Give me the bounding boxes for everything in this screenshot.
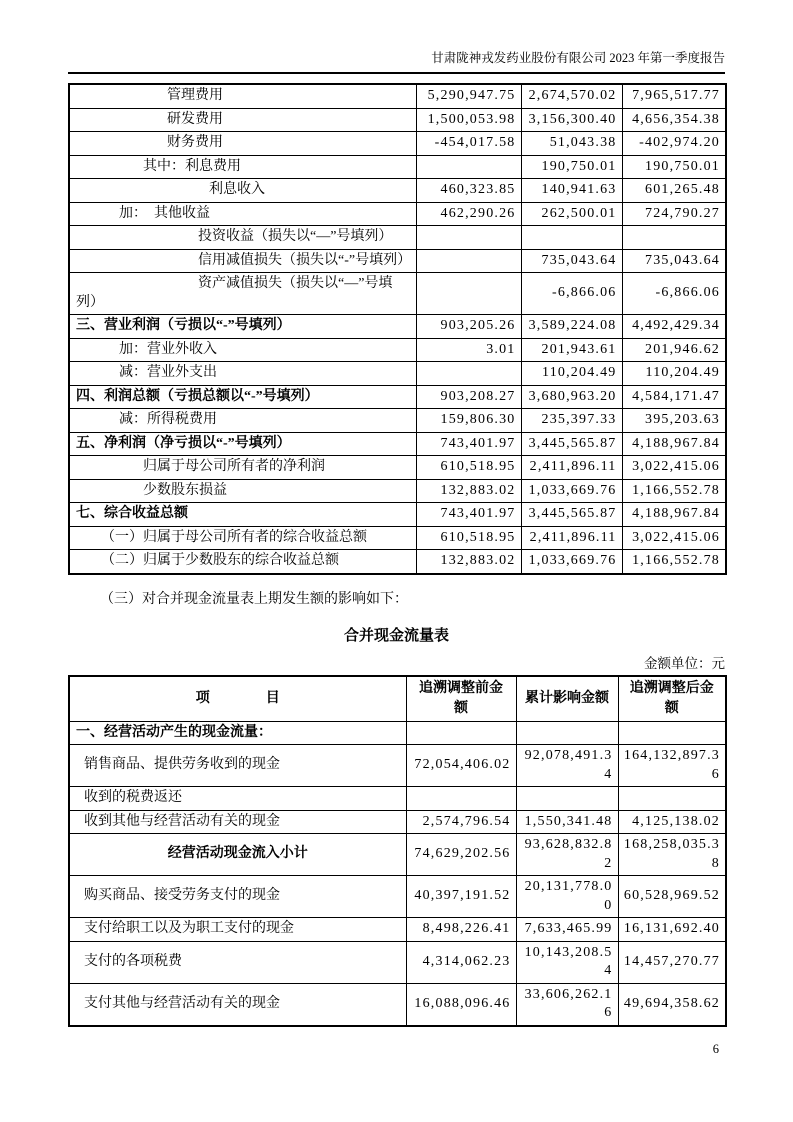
column-header-row xyxy=(69,676,726,722)
table-row xyxy=(69,941,726,983)
amount-cell: 14,457,270.77 xyxy=(618,941,726,983)
column-header-post-adjustment: 追溯调整后金额 xyxy=(618,676,726,722)
row-label: 收到其他与经营活动有关的现金 xyxy=(69,810,406,834)
amount-cell: 7,965,517.77 xyxy=(622,84,726,108)
column-header-item: 项 目 xyxy=(69,676,406,722)
amount-cell xyxy=(416,226,521,250)
amount-cell xyxy=(406,721,516,745)
row-label: 资产减值损失（损失以“—”号填列） xyxy=(69,273,416,315)
amount-cell: 4,492,429.34 xyxy=(622,315,726,339)
cash-flow-table-title: 合并现金流量表 xyxy=(343,627,449,644)
amount-cell: 1,166,552.78 xyxy=(622,479,726,503)
amount-cell xyxy=(416,155,521,179)
amount-unit-label: 金额单位：元 xyxy=(644,655,725,671)
amount-cell: 735,043.64 xyxy=(521,249,622,273)
amount-cell: 724,790.27 xyxy=(622,202,726,226)
row-label: 收到的税费返还 xyxy=(69,787,406,811)
amount-cell: 3,156,300.40 xyxy=(521,108,622,132)
row-label: 三、营业利润（亏损以“-”号填列） xyxy=(69,315,416,339)
table-row xyxy=(69,108,726,132)
amount-cell: 110,204.49 xyxy=(521,362,622,386)
amount-cell: 4,188,967.84 xyxy=(622,432,726,456)
row-label: 五、净利润（净亏损以“-”号填列） xyxy=(69,432,416,456)
amount-cell xyxy=(416,362,521,386)
amount-cell xyxy=(416,249,521,273)
amount-cell: 16,131,692.40 xyxy=(618,918,726,942)
row-label: 财务费用 xyxy=(69,132,416,156)
amount-cell: 4,188,967.84 xyxy=(622,503,726,527)
amount-cell: 3,022,415.06 xyxy=(622,526,726,550)
amount-cell: 2,574,796.54 xyxy=(406,810,516,834)
amount-cell: 3,445,565.87 xyxy=(521,503,622,527)
amount-cell: 601,265.48 xyxy=(622,179,726,203)
table-row xyxy=(69,503,726,527)
amount-cell: 7,633,465.99 xyxy=(516,918,618,942)
column-header-cumulative-impact: 累计影响金额 xyxy=(516,676,618,722)
row-label: 支付给职工以及为职工支付的现金 xyxy=(69,918,406,942)
amount-cell: 235,397.33 xyxy=(521,409,622,433)
report-header xyxy=(68,0,725,74)
table-row xyxy=(69,315,726,339)
amount-cell: 395,203.63 xyxy=(622,409,726,433)
amount-cell: 1,166,552.78 xyxy=(622,550,726,574)
amount-cell: -454,017.58 xyxy=(416,132,521,156)
amount-cell: 3,680,963.20 xyxy=(521,385,622,409)
amount-cell: 72,054,406.02 xyxy=(406,745,516,787)
amount-cell: 735,043.64 xyxy=(622,249,726,273)
amount-cell: -402,974.20 xyxy=(622,132,726,156)
amount-cell: 201,946.62 xyxy=(622,338,726,362)
amount-cell: 3,022,415.06 xyxy=(622,456,726,480)
table-row xyxy=(69,983,726,1026)
table-row xyxy=(69,721,726,745)
row-label: 少数股东损益 xyxy=(69,479,416,503)
row-label: 七、综合收益总额 xyxy=(69,503,416,527)
table-row xyxy=(69,249,726,273)
amount-cell: 132,883.02 xyxy=(416,550,521,574)
amount-cell xyxy=(516,721,618,745)
amount-cell: 743,401.97 xyxy=(416,432,521,456)
amount-cell: -6,866.06 xyxy=(622,273,726,315)
row-label: 经营活动现金流入小计 xyxy=(69,834,406,876)
table-row xyxy=(69,479,726,503)
income-statement-table xyxy=(68,83,727,575)
table-row xyxy=(69,362,726,386)
amount-cell: 1,550,341.48 xyxy=(516,810,618,834)
table-row xyxy=(69,876,726,918)
table-row xyxy=(69,338,726,362)
table-row xyxy=(69,409,726,433)
table-row xyxy=(69,132,726,156)
row-label: 归属于母公司所有者的净利润 xyxy=(69,456,416,480)
table-row xyxy=(69,787,726,811)
row-label: 加： 其他收益 xyxy=(69,202,416,226)
amount-cell: 132,883.02 xyxy=(416,479,521,503)
amount-cell: 2,674,570.02 xyxy=(521,84,622,108)
amount-cell: 110,204.49 xyxy=(622,362,726,386)
table-row xyxy=(69,432,726,456)
amount-cell: 168,258,035.38 xyxy=(618,834,726,876)
amount-cell: 610,518.95 xyxy=(416,526,521,550)
amount-cell: 93,628,832.82 xyxy=(516,834,618,876)
amount-cell: 201,943.61 xyxy=(521,338,622,362)
amount-cell: 1,033,669.76 xyxy=(521,479,622,503)
table-row xyxy=(69,834,726,876)
amount-cell xyxy=(622,226,726,250)
amount-cell: 8,498,226.41 xyxy=(406,918,516,942)
table-row xyxy=(69,179,726,203)
amount-cell: 40,397,191.52 xyxy=(406,876,516,918)
amount-cell: 903,208.27 xyxy=(416,385,521,409)
amount-cell: 1,500,053.98 xyxy=(416,108,521,132)
table-row xyxy=(69,526,726,550)
table-row xyxy=(69,745,726,787)
table-row xyxy=(69,273,726,315)
amount-cell xyxy=(521,226,622,250)
section-note: （三）对合并现金流量表上期发生额的影响如下： xyxy=(100,591,408,607)
income-statement-rows xyxy=(69,84,726,574)
cash-flow-table xyxy=(68,675,727,1027)
amount-cell: 60,528,969.52 xyxy=(618,876,726,918)
row-label: 减：营业外支出 xyxy=(69,362,416,386)
amount-cell: 3,589,224.08 xyxy=(521,315,622,339)
amount-cell xyxy=(416,273,521,315)
amount-cell xyxy=(516,787,618,811)
table-row xyxy=(69,84,726,108)
table-row xyxy=(69,155,726,179)
table-row xyxy=(69,226,726,250)
row-label: 利息收入 xyxy=(69,179,416,203)
amount-cell: 262,500.01 xyxy=(521,202,622,226)
amount-cell: 4,656,354.38 xyxy=(622,108,726,132)
row-label: （二）归属于少数股东的综合收益总额 xyxy=(69,550,416,574)
row-label: 减：所得税费用 xyxy=(69,409,416,433)
amount-cell: 3,445,565.87 xyxy=(521,432,622,456)
table-row xyxy=(69,202,726,226)
amount-cell: 3.01 xyxy=(416,338,521,362)
amount-cell: 460,323.85 xyxy=(416,179,521,203)
page-number: 6 xyxy=(712,1042,719,1056)
amount-cell: -6,866.06 xyxy=(521,273,622,315)
table-row xyxy=(69,918,726,942)
row-label: 管理费用 xyxy=(69,84,416,108)
amount-cell: 190,750.01 xyxy=(521,155,622,179)
amount-cell: 92,078,491.34 xyxy=(516,745,618,787)
amount-cell: 2,411,896.11 xyxy=(521,526,622,550)
amount-cell: 140,941.63 xyxy=(521,179,622,203)
amount-cell: 5,290,947.75 xyxy=(416,84,521,108)
amount-cell: 190,750.01 xyxy=(622,155,726,179)
row-label: 一、经营活动产生的现金流量： xyxy=(69,721,406,745)
amount-cell: 74,629,202.56 xyxy=(406,834,516,876)
amount-cell: 4,584,171.47 xyxy=(622,385,726,409)
column-header-pre-adjustment: 追溯调整前金额 xyxy=(406,676,516,722)
amount-cell: 159,806.30 xyxy=(416,409,521,433)
amount-cell: 1,033,669.76 xyxy=(521,550,622,574)
amount-cell: 16,088,096.46 xyxy=(406,983,516,1026)
amount-cell: 10,143,208.54 xyxy=(516,941,618,983)
amount-cell: 4,125,138.02 xyxy=(618,810,726,834)
amount-cell xyxy=(406,787,516,811)
amount-cell: 164,132,897.36 xyxy=(618,745,726,787)
row-label: 四、利润总额（亏损总额以“-”号填列） xyxy=(69,385,416,409)
amount-cell: 903,205.26 xyxy=(416,315,521,339)
amount-cell: 33,606,262.16 xyxy=(516,983,618,1026)
cash-flow-rows xyxy=(69,721,726,1026)
amount-cell xyxy=(618,721,726,745)
row-label: 研发费用 xyxy=(69,108,416,132)
amount-cell: 2,411,896.11 xyxy=(521,456,622,480)
table-row xyxy=(69,550,726,574)
table-row xyxy=(69,810,726,834)
row-label: 信用减值损失（损失以“-”号填列） xyxy=(69,249,416,273)
amount-cell: 51,043.38 xyxy=(521,132,622,156)
table-row xyxy=(69,385,726,409)
row-label: 其中：利息费用 xyxy=(69,155,416,179)
amount-cell: 610,518.95 xyxy=(416,456,521,480)
amount-cell xyxy=(618,787,726,811)
row-label: 支付的各项税费 xyxy=(69,941,406,983)
table-row xyxy=(69,456,726,480)
row-label: （一）归属于母公司所有者的综合收益总额 xyxy=(69,526,416,550)
amount-cell: 743,401.97 xyxy=(416,503,521,527)
row-label: 加：营业外收入 xyxy=(69,338,416,362)
row-label: 支付其他与经营活动有关的现金 xyxy=(69,983,406,1026)
amount-cell: 462,290.26 xyxy=(416,202,521,226)
amount-cell: 20,131,778.00 xyxy=(516,876,618,918)
row-label: 销售商品、提供劳务收到的现金 xyxy=(69,745,406,787)
row-label: 投资收益（损失以“—”号填列） xyxy=(69,226,416,250)
report-header-text: 甘肃陇神戎发药业股份有限公司 2023 年第一季度报告 xyxy=(431,51,725,65)
row-label: 购买商品、接受劳务支付的现金 xyxy=(69,876,406,918)
amount-cell: 4,314,062.23 xyxy=(406,941,516,983)
amount-cell: 49,694,358.62 xyxy=(618,983,726,1026)
